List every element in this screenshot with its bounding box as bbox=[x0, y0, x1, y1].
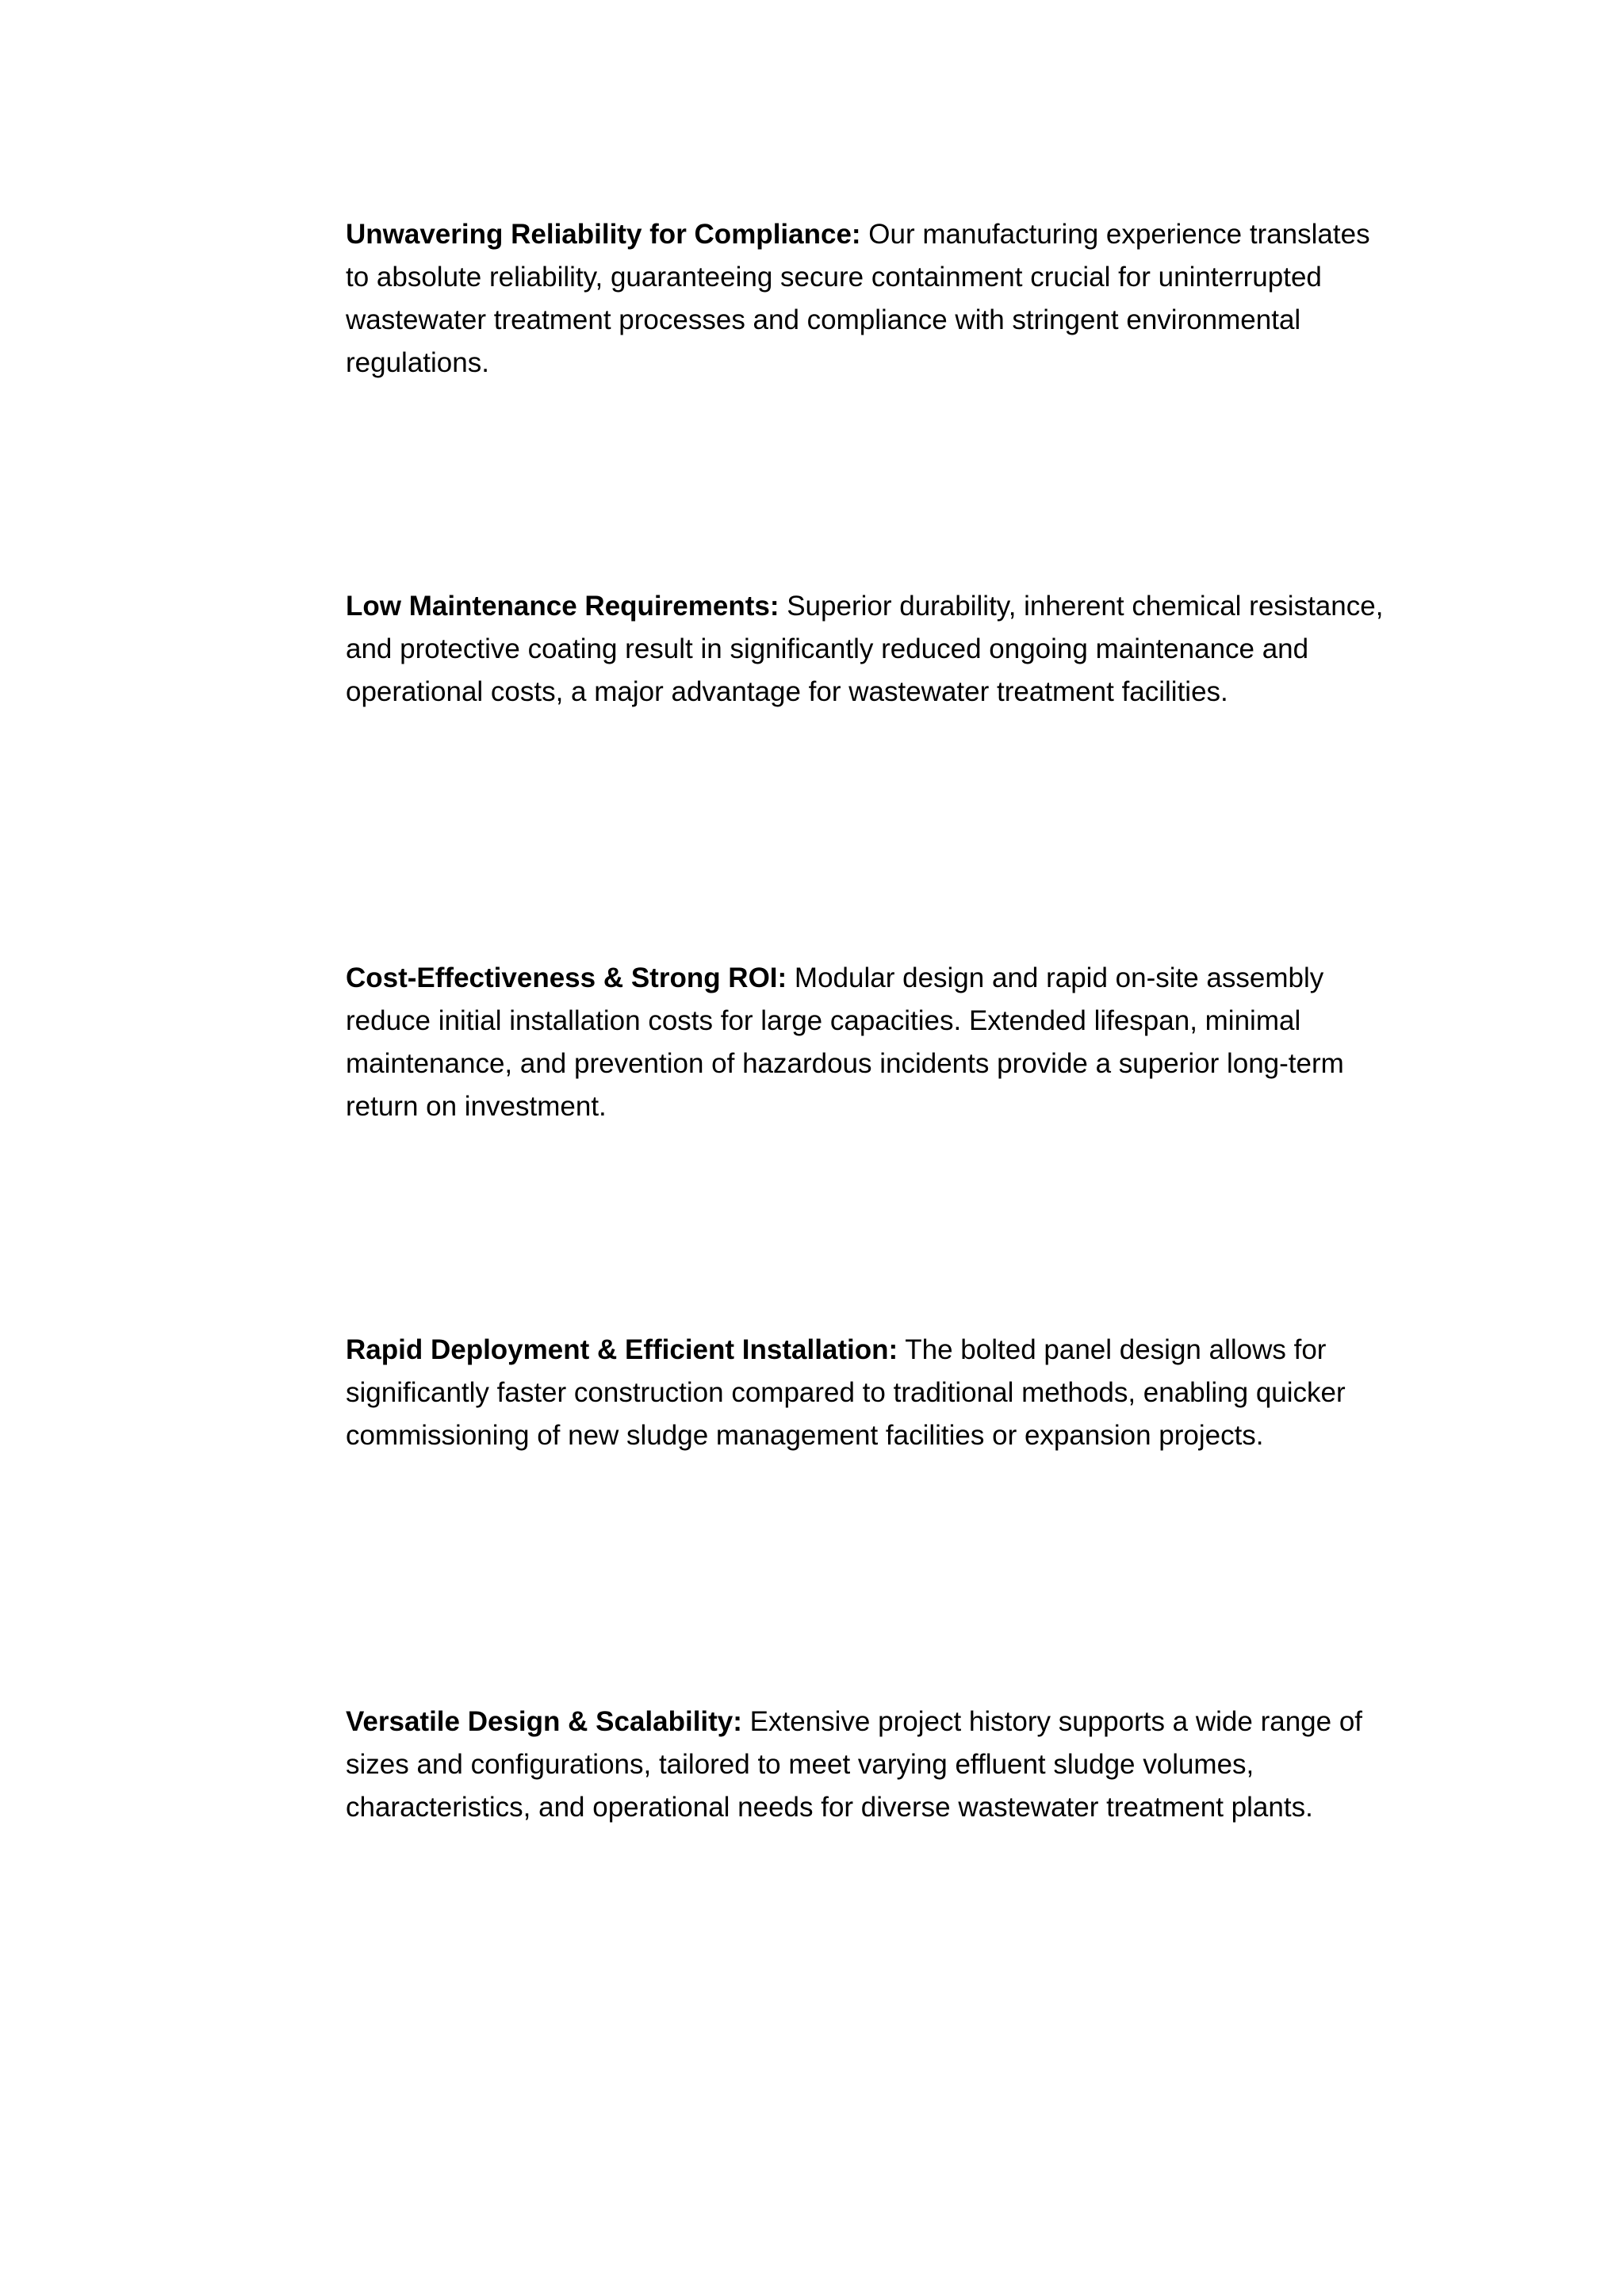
benefit-heading: Cost-Effectiveness & Strong ROI: bbox=[346, 962, 787, 993]
benefit-text: Extensive project history supports a wide range of sizes and configurations, tailored to meet varying effluent sludge volumes, characteristics, and operational needs for diverse wastewater treatment plants. bbox=[346, 1706, 1363, 1823]
benefit-heading: Versatile Design & Scalability: bbox=[346, 1706, 742, 1737]
benefit-heading: Rapid Deployment & Efficient Installation: bbox=[346, 1334, 898, 1365]
benefit-paragraph-cost bbox=[346, 957, 1392, 1128]
benefit-paragraph-scalability bbox=[346, 1701, 1392, 1829]
benefit-paragraph-reliability bbox=[346, 213, 1392, 385]
benefit-text: The bolted panel design allows for significantly faster construction compared to traditional methods, enabling quicker commissioning of new sludge management facilities or expansion projects. bbox=[346, 1334, 1346, 1451]
benefit-text: Modular design and rapid on-site assembly reduce initial installation costs for large capacities. Extended lifespan, minimal maintenance, and prevention of hazardous incidents provide a superior long-term return on investment. bbox=[346, 962, 1344, 1122]
benefit-paragraph-deployment bbox=[346, 1329, 1392, 1457]
benefit-text: Our manufacturing experience translates to absolute reliability, guaranteeing secure containment crucial for uninterrupted wastewater treatment processes and compliance with stringent environmental regulations. bbox=[346, 219, 1370, 378]
benefit-heading: Unwavering Reliability for Compliance: bbox=[346, 219, 861, 250]
benefit-heading: Low Maintenance Requirements: bbox=[346, 591, 779, 622]
benefit-paragraph-maintenance bbox=[346, 585, 1392, 714]
benefit-text: Superior durability, inherent chemical resistance, and protective coating result in significantly reduced ongoing maintenance and operational costs, a major advantage for wastewater treatment facilities. bbox=[346, 591, 1384, 707]
